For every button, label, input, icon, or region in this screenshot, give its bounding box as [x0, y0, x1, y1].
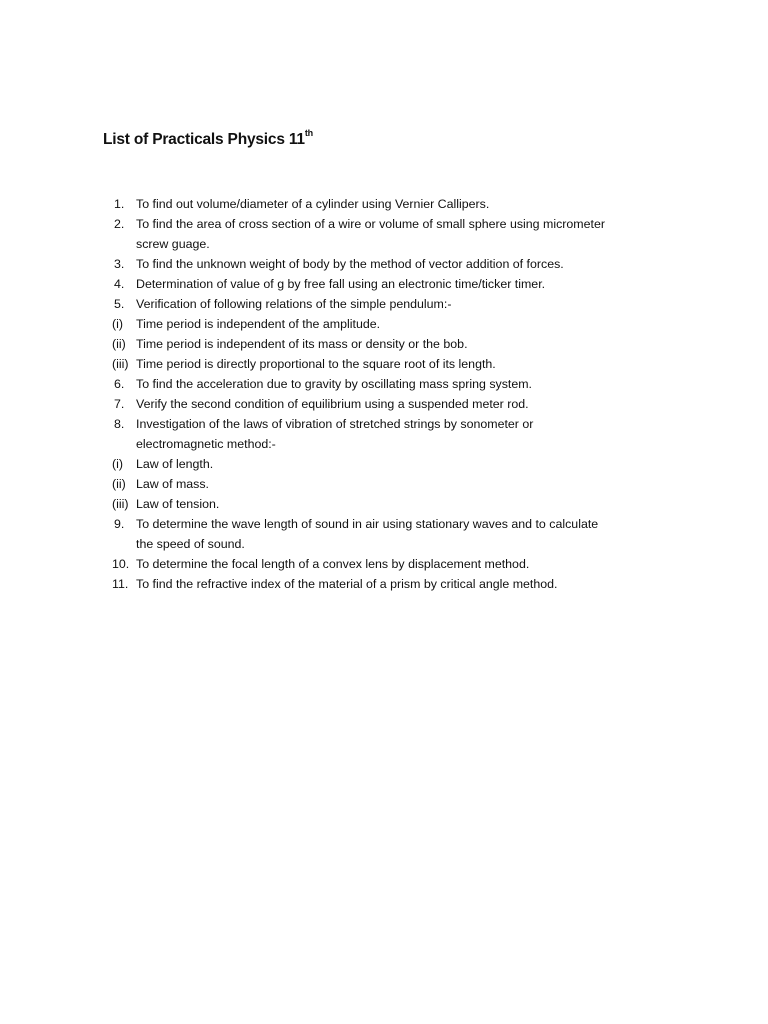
- list-item: [112, 554, 692, 574]
- item-text-continued: the speed of sound.: [136, 537, 245, 551]
- item-text: Time period is directly proportional to the square root of its length.: [136, 357, 496, 371]
- item-text: To determine the wave length of sound in air using stationary waves and to calculate: [136, 517, 599, 531]
- item-number: 6.: [114, 377, 125, 391]
- item-text: Time period is independent of the amplitude.: [136, 317, 381, 331]
- item-number: 7.: [114, 397, 125, 411]
- title-text: List of Practicals Physics 11: [103, 131, 305, 149]
- item-text: Law of tension.: [136, 497, 220, 511]
- sub-list-item: [112, 454, 692, 474]
- list-item: [112, 294, 692, 314]
- sub-list-item: [112, 334, 692, 354]
- item-text: Law of mass.: [136, 477, 209, 491]
- sub-list-item: [112, 314, 692, 334]
- item-number: (ii): [112, 477, 126, 491]
- sub-list-item: [112, 494, 692, 514]
- list-item: [112, 574, 692, 594]
- list-item: [112, 374, 692, 394]
- list-item: [112, 514, 692, 554]
- item-text: To find the acceleration due to gravity by oscillating mass spring system.: [136, 377, 532, 391]
- item-number: 9.: [114, 517, 125, 531]
- practicals-list: [112, 194, 692, 594]
- list-item: [112, 194, 692, 214]
- item-number: 2.: [114, 217, 125, 231]
- item-text: To find the area of cross section of a wire or volume of small sphere using micrometer: [136, 217, 605, 231]
- item-number: 1.: [114, 197, 125, 211]
- item-number: (i): [112, 317, 124, 331]
- item-text: Law of length.: [136, 457, 214, 471]
- item-number: 3.: [114, 257, 125, 271]
- item-text-continued: electromagnetic method:-: [136, 437, 276, 451]
- item-number: 10.: [112, 557, 130, 571]
- item-number: 11.: [112, 577, 129, 591]
- item-text: Determination of value of g by free fall using an electronic time/ticker timer.: [136, 277, 546, 291]
- item-number: (iii): [112, 357, 129, 371]
- item-text: Investigation of the laws of vibration of stretched strings by sonometer or: [136, 417, 534, 431]
- list-item: [112, 414, 692, 454]
- item-text-continued: screw guage.: [136, 237, 210, 251]
- list-item: [112, 394, 692, 414]
- item-number: (iii): [112, 497, 129, 511]
- sub-list-item: [112, 474, 692, 494]
- item-text: Verify the second condition of equilibrium using a suspended meter rod.: [136, 397, 529, 411]
- title-superscript: th: [304, 128, 313, 138]
- item-text: Time period is independent of its mass or density or the bob.: [136, 337, 468, 351]
- item-text: Verification of following relations of the simple pendulum:-: [136, 297, 452, 311]
- page-title: [103, 130, 313, 149]
- item-text: To determine the focal length of a convex lens by displacement method.: [136, 557, 530, 571]
- item-number: 4.: [114, 277, 125, 291]
- item-text: To find the refractive index of the material of a prism by critical angle method.: [136, 577, 558, 591]
- item-number: 5.: [114, 297, 125, 311]
- item-number: 8.: [114, 417, 125, 431]
- list-item: [112, 254, 692, 274]
- list-item: [112, 274, 692, 294]
- item-number: (i): [112, 457, 124, 471]
- item-number: (ii): [112, 337, 126, 351]
- list-item: [112, 214, 692, 254]
- item-text: To find the unknown weight of body by the method of vector addition of forces.: [136, 257, 564, 271]
- item-text: To find out volume/diameter of a cylinder using Vernier Callipers.: [136, 197, 490, 211]
- sub-list-item: [112, 354, 692, 374]
